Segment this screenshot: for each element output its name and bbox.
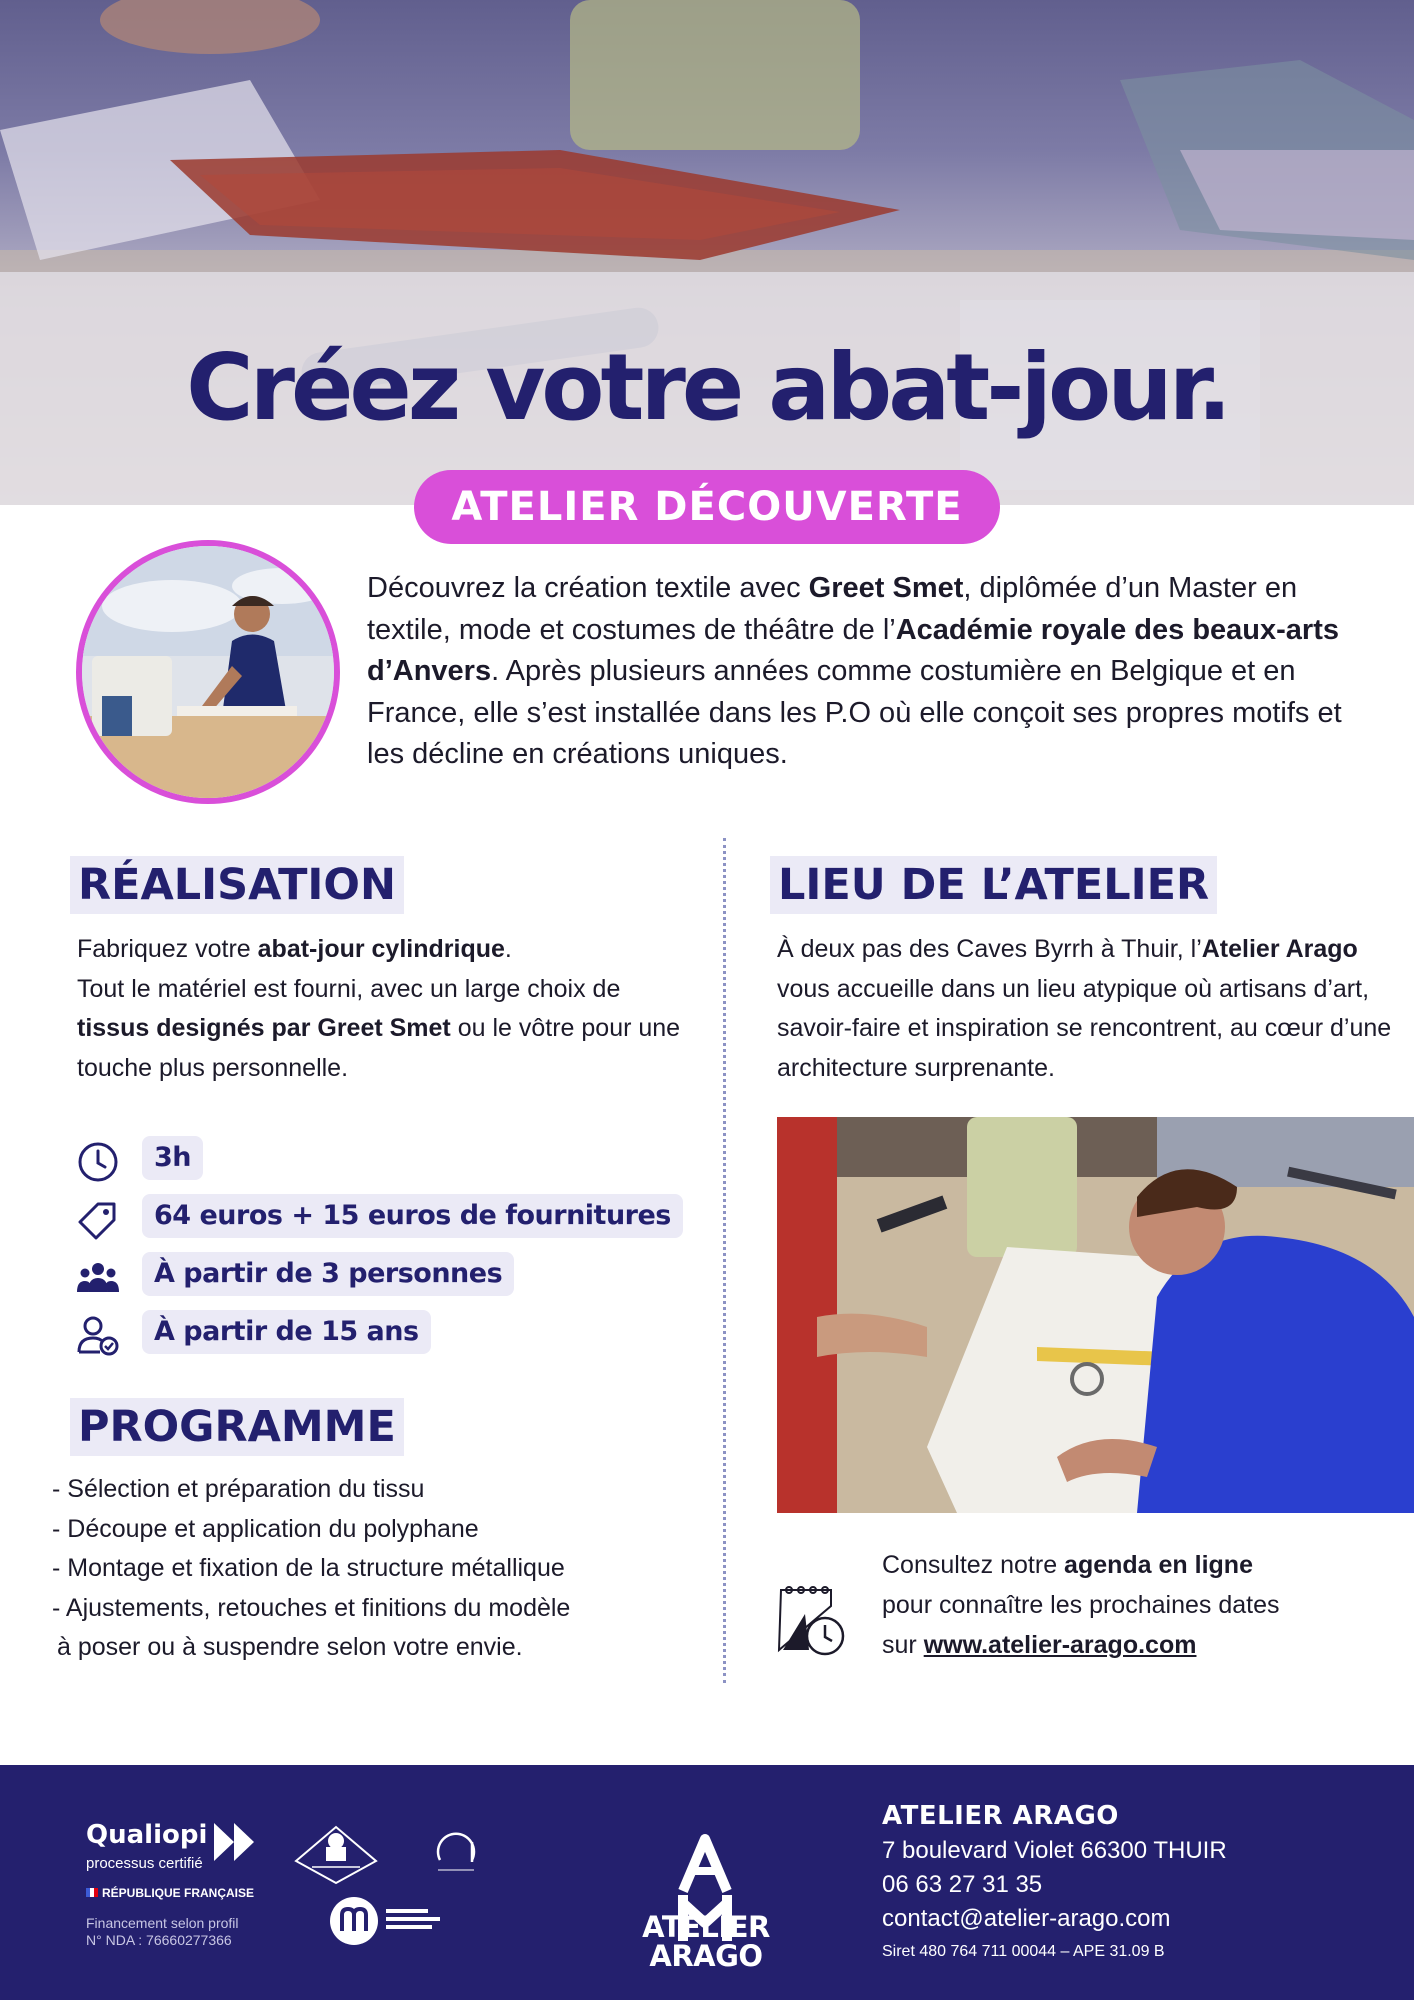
atelier-arago-logo-text: ATELIER ARAGO [642,1910,770,1973]
programme-item: - Montage et fixation de la structure métallique [52,1554,565,1582]
clock-icon [76,1140,120,1184]
programme-item: - Découpe et application du polyphane [52,1514,479,1543]
group-icon [76,1256,120,1300]
programme-list [52,1470,692,1668]
agenda-text: Consultez notre agenda en ligne pour connaître les prochaines dates sur www.atelier-arago.com [882,1551,1280,1659]
hero-photo [0,0,1414,505]
lieu-heading: LIEU DE L’ATELIER [770,856,1217,914]
metiers-d-art-occitanie-logo [330,1893,450,1949]
company-phone[interactable]: 06 63 27 31 35 [882,1871,1043,1898]
qualiopi-subtitle: processus certifié [86,1855,203,1872]
portrait-image [82,546,334,798]
feature-age [76,1310,676,1356]
footer [0,1765,1414,2000]
user-check-icon [76,1314,120,1358]
company-siret: Siret 480 764 711 00044 – APE 31.09 B [882,1943,1165,1960]
feature-duration [76,1136,676,1182]
maitre-artisan-logo [292,1823,380,1885]
company-address: 7 boulevard Violet 66300 THUIR [882,1837,1227,1864]
workshop-image [777,1117,1414,1513]
intro-paragraph: Découvrez la création textile avec Greet Smet, diplômée d’un Master en textile, mode et costumes de théâtre de l’Académie royale des beaux-arts d’Anvers. Après plusieurs années comme costumière en Belgique et en France, elle s’est installée dans les P.O où elle conçoit ses propres motifs et les décline en créations uniques. [367,572,1342,771]
financement-note: Financement selon profil N° NDA : 76660277366 [86,1915,239,1948]
feature-label: À partir de 15 ans [142,1310,431,1354]
company-name: ATELIER ARAGO [882,1801,1119,1831]
programme-item: - Ajustements, retouches et finitions du modèle [52,1593,571,1622]
company-email[interactable]: contact@atelier-arago.com [882,1905,1171,1932]
feature-label: À partir de 3 personnes [142,1252,514,1296]
feature-group-size [76,1252,676,1298]
feature-label: 3h [142,1136,203,1180]
ateliers-d-art-logo [432,1822,480,1878]
republique-label: RÉPUBLIQUE FRANÇAISE [86,1886,254,1900]
feature-price [76,1194,676,1240]
qualiopi-logo-text: Qualiopi [86,1820,208,1850]
lieu-text: À deux pas des Caves Byrrh à Thuir, l’Atelier Arago vous accueille dans un lieu atypique où artisans d’art, savoir-faire et inspiration se rencontrent, au cœur d’une architecture surprenante. [777,935,1392,1082]
column-divider [723,838,726,1683]
french-flag-icon [86,1888,98,1897]
feature-label: 64 euros + 15 euros de fournitures [142,1194,683,1238]
programme-heading: PROGRAMME [70,1398,404,1456]
atelier-badge: ATELIER DÉCOUVERTE [414,470,1000,544]
qualiopi-arrows-icon [212,1821,258,1863]
price-tag-icon [76,1198,120,1242]
realisation-heading: RÉALISATION [70,856,404,914]
realisation-text: Fabriquez votre abat-jour cylindrique. Tout le matériel est fourni, avec un large choix de tissus designés par Greet Smet ou le vôtre pour une touche plus personnelle. [77,935,681,1082]
programme-item: - Sélection et préparation du tissu [52,1475,425,1503]
calendar-clock-icon [775,1580,845,1658]
page-title: Créez votre abat-jour. [186,334,1228,441]
portrait-photo [76,540,340,804]
workshop-photo [777,1117,1414,1513]
programme-item: à poser ou à suspendre selon votre envie. [57,1633,523,1661]
website-link[interactable]: www.atelier-arago.com [923,1631,1197,1659]
